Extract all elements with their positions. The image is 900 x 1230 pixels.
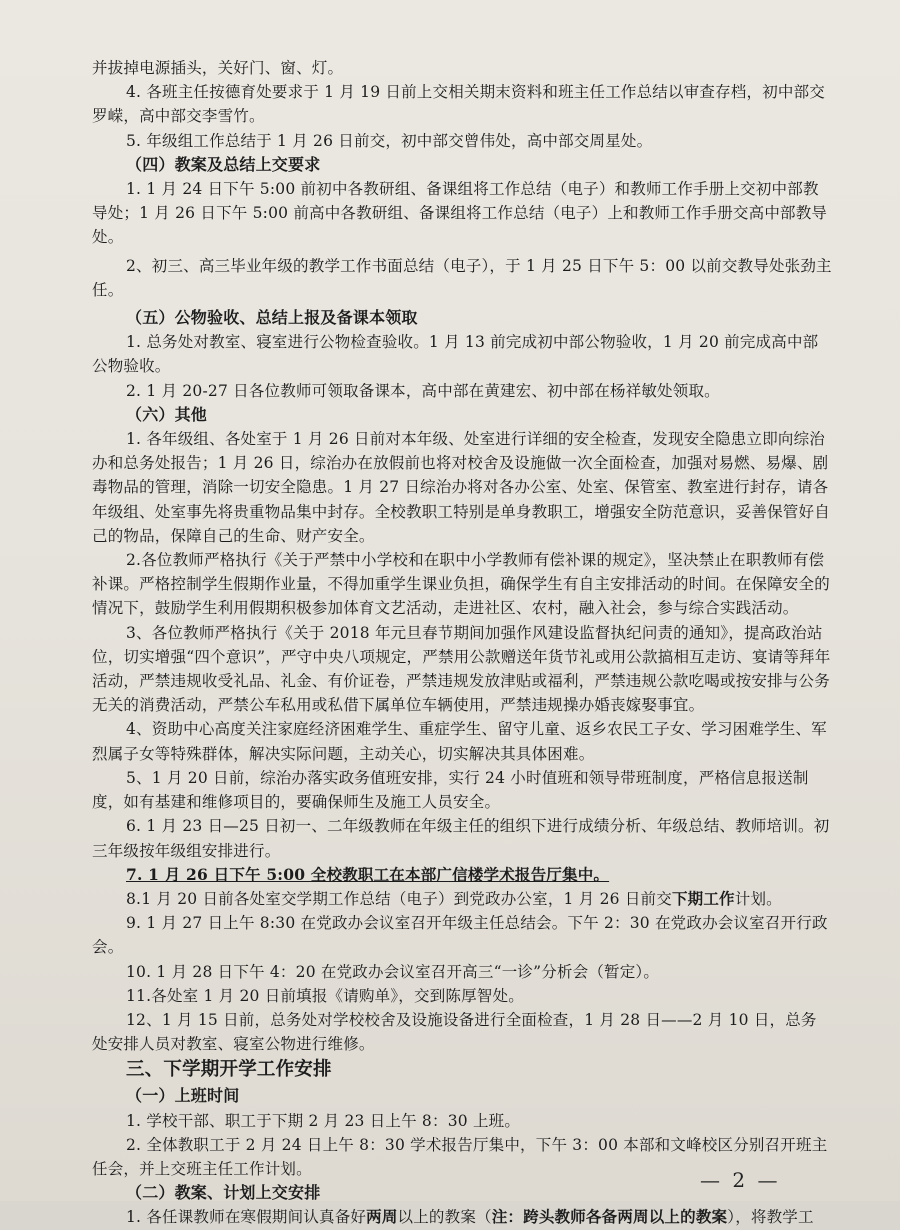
page-number: — 2 — bbox=[700, 1168, 781, 1192]
paragraph: 6. 1 月 23 日—25 日初一、二年级教师在年级主任的组织下进行成绩分析、年级总结、教师培训。初三年级按年级组安排进行。 bbox=[92, 817, 830, 860]
section-heading: （一）上班时间 bbox=[126, 1086, 240, 1106]
document-body bbox=[92, 56, 832, 1230]
paragraph: 1. 1 月 24 日下午 5:00 前初中各教研组、备课组将工作总结（电子）和教师工作手册上交初中部教导处；1 月 26 日下午 5:00 前高中各教研组、备课组将工作总结（电子）上和教师工作手册交高中部教导处。 bbox=[92, 180, 828, 247]
text-run-bold: 下期工作 bbox=[671, 888, 735, 908]
text-run-bold: 两周 bbox=[366, 1207, 398, 1227]
section-heading: （五）公物验收、总结上报及备课本领取 bbox=[126, 308, 418, 328]
paragraph: 2. 全体教职工于 2 月 24 日上午 8：30 学术报告厅集中，下午 3：00 本部和文峰校区分别召开班主任会，并上交班主任工作计划。 bbox=[92, 1135, 828, 1178]
section-heading: （四）教案及总结上交要求 bbox=[126, 154, 321, 174]
paragraph: 2. 1 月 20-27 日各位教师可领取备课本，高中部在黄建宏、初中部在杨祥敏处领取。 bbox=[126, 381, 720, 400]
paragraph: 5. 年级组工作总结于 1 月 26 日前交，初中部交曾伟处，高中部交周星处。 bbox=[126, 131, 653, 150]
paragraph-emphasis: 7. 1 月 26 日下午 5:00 全校教职工在本部广信楼学术报告厅集中。 bbox=[126, 864, 610, 884]
paragraph: 2、初三、高三毕业年级的教学工作书面总结（电子），于 1 月 25 日下午 5：00 以前交教导处张劲主任。 bbox=[92, 256, 832, 299]
text-run: 8.1 月 20 日前各处室交学期工作总结（电子）到党政办公室，1 月 26 日前交 bbox=[126, 889, 672, 908]
paragraph: 1. 总务处对教室、寝室进行公物检查验收。1 月 13 前完成初中部公物验收，1 月 20 前完成高中部公物验收。 bbox=[92, 333, 819, 376]
text-run-bold: 注：跨头教师各备两周以上的教案 bbox=[491, 1207, 728, 1227]
section-heading: （二）教案、计划上交安排 bbox=[126, 1183, 321, 1203]
text-run: 计划。 bbox=[734, 889, 782, 908]
text-run: 以上的教案（ bbox=[397, 1208, 492, 1227]
paragraph: 1. 学校干部、职工于下期 2 月 23 日上午 8：30 上班。 bbox=[126, 1111, 521, 1130]
paragraph: 1. 各年级组、各处室于 1 月 26 日前对本年级、处室进行详细的安全检查，发现安全隐患立即向综治办和总务处报告；1 月 26 日，综治办在放假前也将对校舍及设施做一次全面检查，加强对易燃、易爆、剧毒物品的管理，消除一切安全隐患。1 月 27 日综治办将对各办公室、处室、保管室、教室进行封存，请各年级组、处室事先将贵重物品集中封存。全校教职工特别是单身教职工，增强安全防范意识，妥善保管好自己的物品，保障自己的生命、财产安全。 bbox=[92, 430, 830, 545]
paragraph: 12、1 月 15 日前，总务处对学校校舍及设施设备进行全面检查，1 月 28 日——2 月 10 日，总务处安排人员对教室、寝室公物进行维修。 bbox=[92, 1010, 817, 1054]
chapter-heading: 三、下学期开学工作安排 bbox=[126, 1059, 332, 1081]
paragraph: 4. 各班主任按德育处要求于 1 月 19 日前上交相关期末资料和班主任工作总结以审查存档，初中部交罗嵘，高中部交李雪竹。 bbox=[92, 83, 826, 126]
paragraph: 11.各处室 1 月 20 日前填报《请购单》，交到陈厚智处。 bbox=[126, 986, 524, 1005]
paragraph bbox=[92, 1205, 832, 1229]
paragraph: 9. 1 月 27 日上午 8:30 在党政办会议室召开年级主任总结会。下午 2：30 在党政办会议室召开行政会。 bbox=[92, 914, 828, 957]
section-heading: （六）其他 bbox=[126, 404, 208, 424]
paragraph: 10. 1 月 28 日下午 4：20 在党政办会议室召开高三“一诊”分析会（暂定）。 bbox=[126, 962, 660, 981]
paragraph: 3、各位教师严格执行《关于 2018 年元旦春节期间加强作风建设监督执纪问责的通知》，提高政治站位，切实增强“四个意识”，严守中央八项规定，严禁用公款赠送年货节礼或用公款搞相互走访、宴请等拜年活动，严禁违规收受礼品、礼金、有价证卷，严禁违规发放津贴或福利，严禁违规公款吃喝或按安排与公务无关的消费活动，严禁公车私用或私借下属单位车辆使用，严禁违规操办婚丧嫁娶事宜。 bbox=[92, 623, 831, 715]
paragraph: 5、1 月 20 日前，综治办落实政务值班安排，实行 24 小时值班和领导带班制度，严格信息报送制度，如有基建和维修项目的，要确保师生及施工人员安全。 bbox=[92, 768, 809, 812]
paragraph: 并拔掉电源插头，关好门、窗、灯。 bbox=[92, 59, 344, 77]
text-run: 1. 各任课教师在寒假期间认真备好 bbox=[126, 1208, 367, 1227]
paragraph bbox=[92, 887, 832, 911]
paragraph: 2.各位教师严格执行《关于严禁中小学校和在职中小学教师有偿补课的规定》，坚决禁止在职教师有偿补课。严格控制学生假期作业量，不得加重学生课业负担，确保学生有自主安排活动的时间。在保障安全的情况下，鼓励学生利用假期积极参加体育文艺活动，走进社区、农村，融入社会，参与综合实践活动。 bbox=[92, 551, 830, 618]
paragraph: 4、资助中心高度关注家庭经济困难学生、重症学生、留守儿童、返乡农民工子女、学习困难学生、军烈属子女等特殊群体，解决实际问题，主动关心，切实解决其具体困难。 bbox=[92, 720, 827, 763]
text-run: ），将教学工 bbox=[727, 1208, 814, 1227]
